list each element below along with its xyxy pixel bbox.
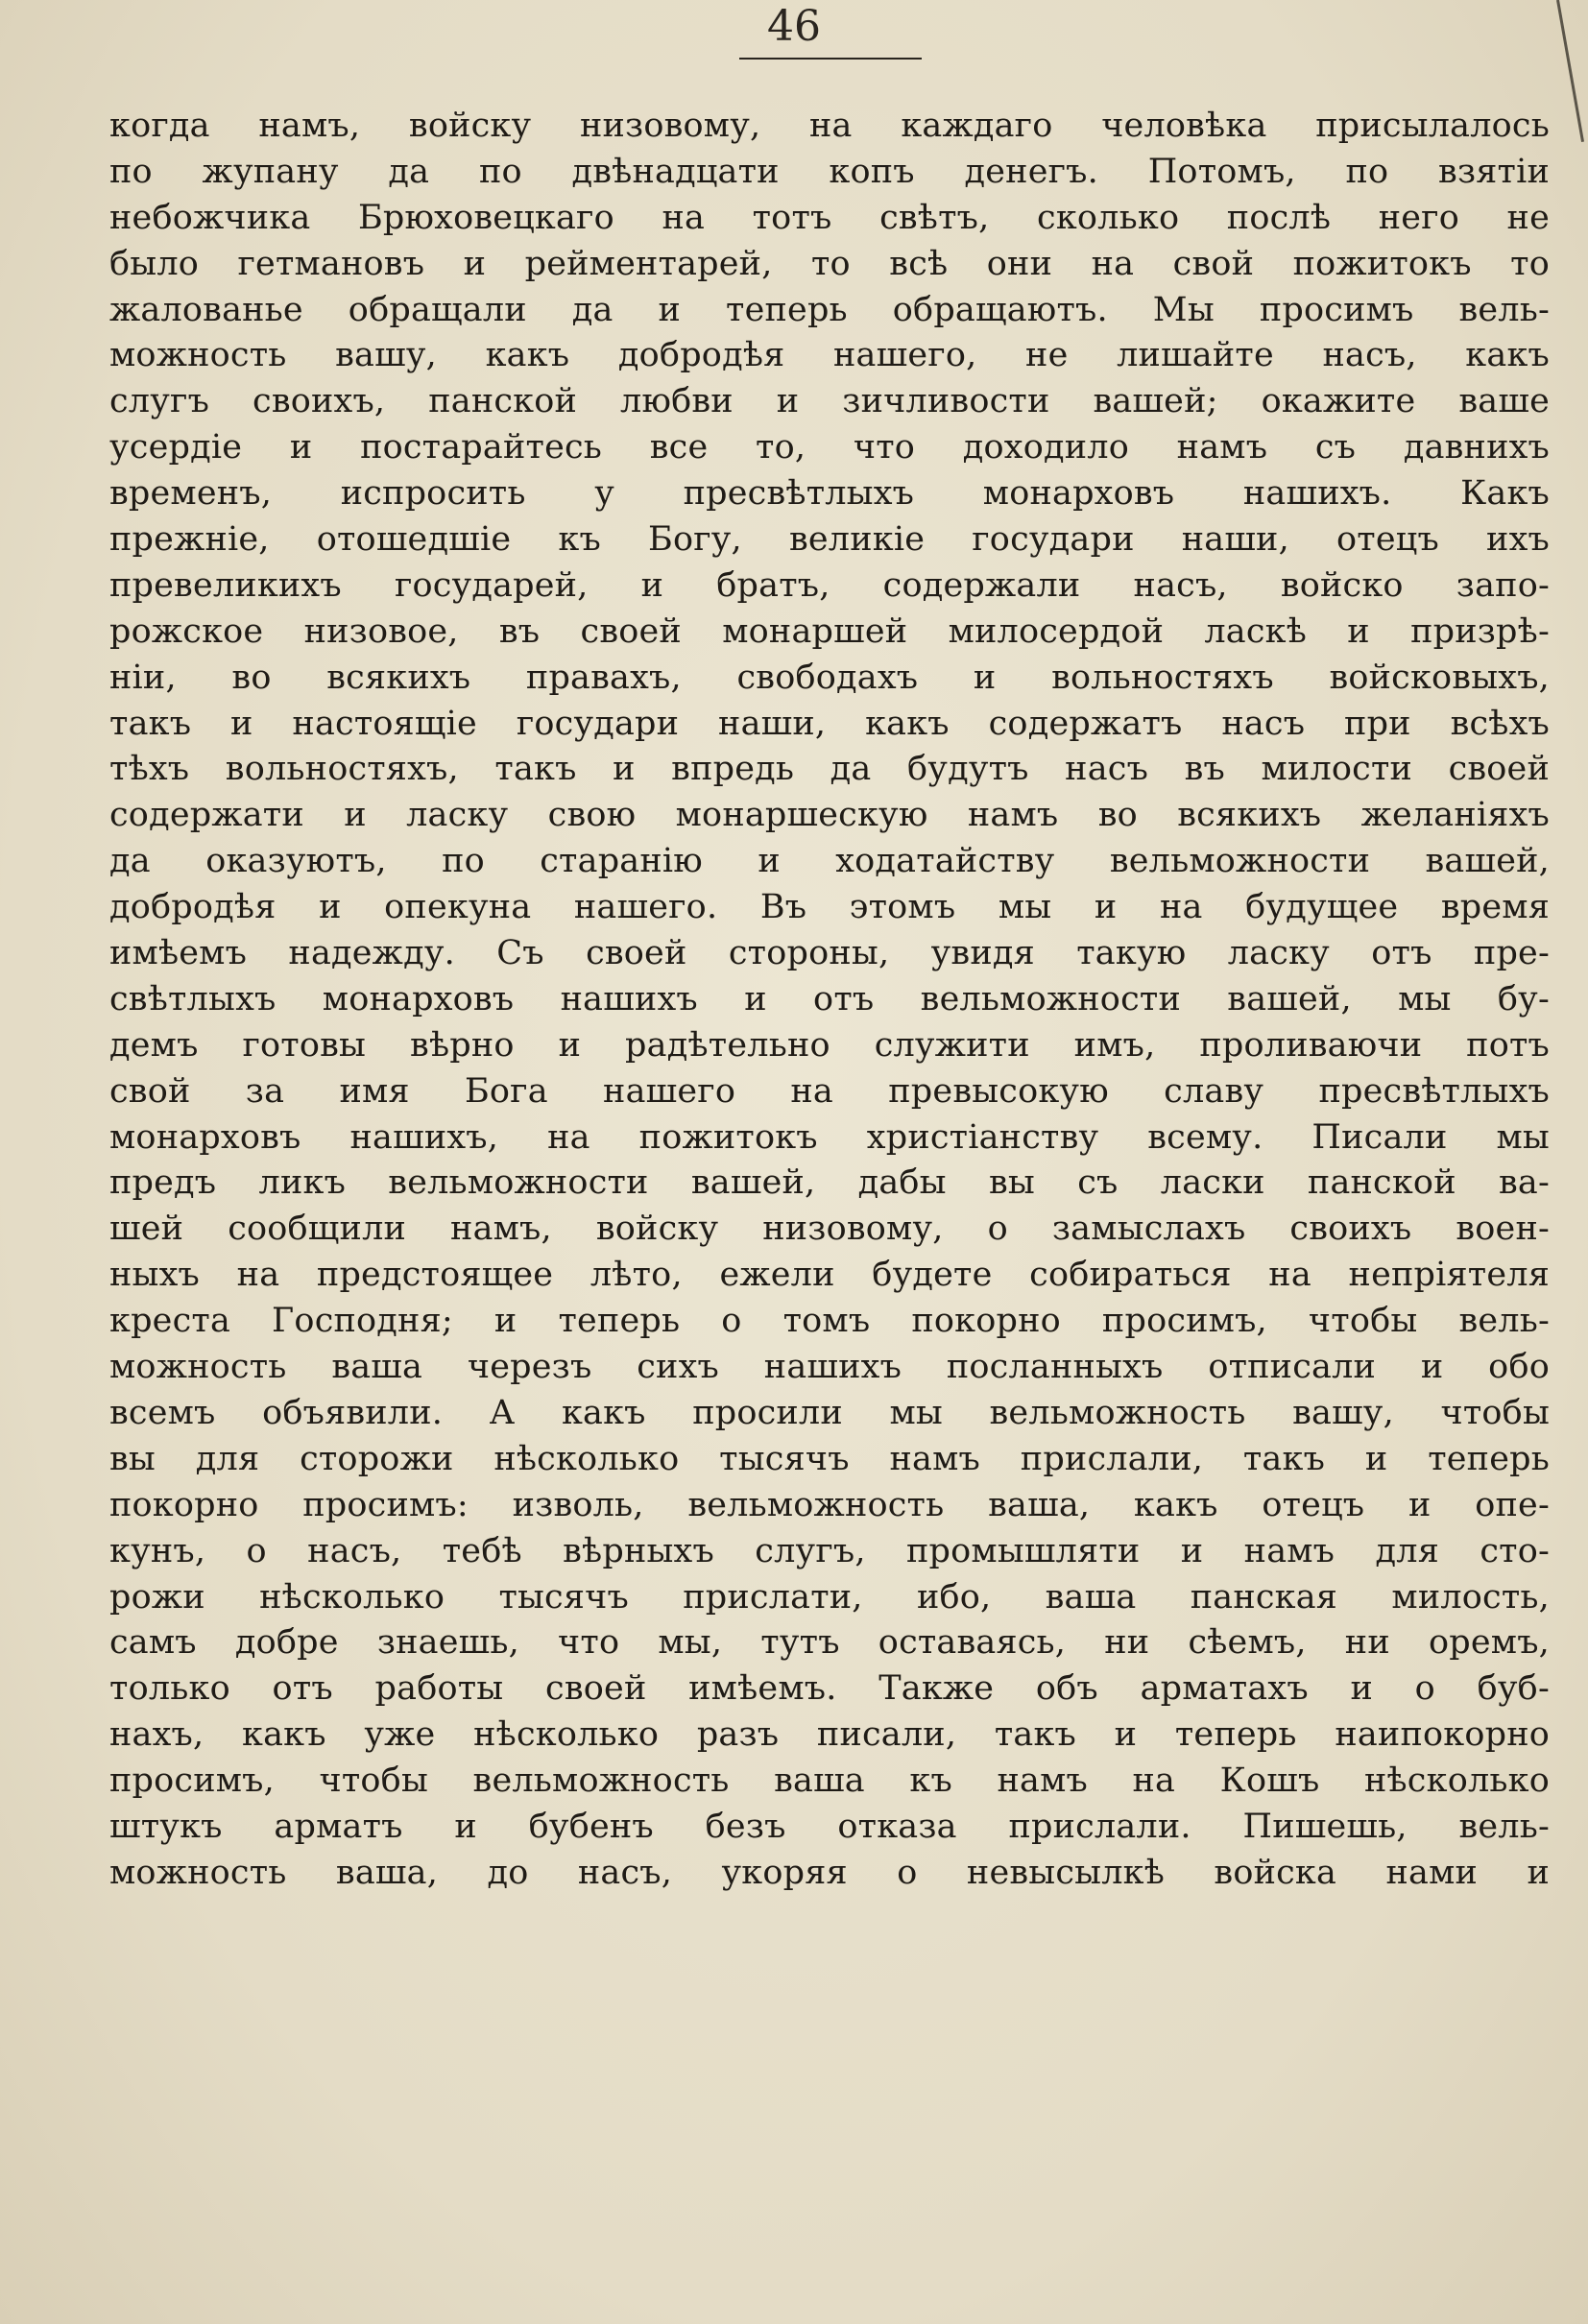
text-line: самъ добре знаешь, что мы, тутъ оставаясь, ни сѣемъ, ни оремъ, bbox=[109, 1623, 1550, 1663]
text-line: превеликихъ государей, и братъ, содержали насъ, войско запо- bbox=[109, 565, 1550, 605]
text-line: только отъ работы своей имѣемъ. Также объ арматахъ и о буб- bbox=[109, 1669, 1550, 1709]
text-line: вы для сторожи нѣсколько тысячъ намъ прислали, такъ и теперь bbox=[109, 1439, 1550, 1478]
text-line: добродѣя и опекуна нашего. Въ этомъ мы и на будущее время bbox=[109, 888, 1550, 927]
text-line: нахъ, какъ уже нѣсколько разъ писали, такъ и теперь наипокорно bbox=[109, 1715, 1550, 1755]
text-line: шей сообщили намъ, войску низовому, о замыслахъ своихъ воен- bbox=[109, 1210, 1550, 1249]
text-line: было гетмановъ и рейментарей, то всѣ они на свой пожитокъ то bbox=[109, 244, 1550, 283]
text-line: всемъ объявили. А какъ просили мы вельможность вашу, чтобы bbox=[109, 1393, 1550, 1432]
text-line: временъ, испросить у пресвѣтлыхъ монарховъ нашихъ. Какъ bbox=[109, 474, 1550, 514]
text-line: предъ ликъ вельможности вашей, дабы вы съ ласки панской ва- bbox=[109, 1163, 1550, 1203]
text-line: по жупану да по двѣнадцати копъ денегъ. Потомъ, по взятіи bbox=[109, 152, 1550, 191]
text-line: небожчика Брюховецкаго на тотъ свѣтъ, сколько послѣ него не bbox=[109, 198, 1550, 237]
text-line: прежніе, отошедшіе къ Богу, великіе государи наши, отецъ ихъ bbox=[109, 520, 1550, 560]
text-line: монарховъ нашихъ, на пожитокъ христіанству всему. Писали мы bbox=[109, 1117, 1550, 1157]
text-line: можность ваша черезъ сихъ нашихъ посланныхъ отписали и обо bbox=[109, 1348, 1550, 1387]
text-line: тѣхъ вольностяхъ, такъ и впредь да будутъ насъ въ милости своей bbox=[109, 750, 1550, 789]
text-line: кунъ, о насъ, тебѣ вѣрныхъ слугъ, промышляти и намъ для сто- bbox=[109, 1531, 1550, 1570]
text-line: жалованье обращали да и теперь обращаютъ. Мы просимъ вель- bbox=[109, 290, 1550, 329]
text-line: можность вашу, какъ добродѣя нашего, не лишайте насъ, какъ bbox=[109, 336, 1550, 375]
text-line: да оказуютъ, по старанію и ходатайству вельможности вашей, bbox=[109, 842, 1550, 881]
text-line: рожи нѣсколько тысячъ прислати, ибо, ваша панская милость, bbox=[109, 1577, 1550, 1617]
page-number: 46 bbox=[767, 2, 821, 51]
text-line: просимъ, чтобы вельможность ваша къ намъ на Кошъ нѣсколько bbox=[109, 1761, 1550, 1801]
text-line: штукъ арматъ и бубенъ безъ отказа прислали. Пишешь, вель- bbox=[109, 1807, 1550, 1846]
text-line: можность ваша, до насъ, укоряя о невысылкѣ войска нами и bbox=[109, 1853, 1550, 1892]
text-line: ніи, во всякихъ правахъ, свободахъ и вольностяхъ войсковыхъ, bbox=[109, 658, 1550, 697]
text-line: свѣтлыхъ монарховъ нашихъ и отъ вельможности вашей, мы бу- bbox=[109, 979, 1550, 1018]
text-line: имѣемъ надежду. Съ своей стороны, увидя такую ласку отъ пре- bbox=[109, 934, 1550, 973]
text-line: креста Господня; и теперь о томъ покорно просимъ, чтобы вель- bbox=[109, 1302, 1550, 1341]
text-line: ныхъ на предстоящее лѣто, ежели будете собираться на непріятеля bbox=[109, 1256, 1550, 1295]
text-line: усердіе и постарайтесь все то, что доходило намъ съ давнихъ bbox=[109, 428, 1550, 467]
text-line: содержати и ласку свою монаршескую намъ во всякихъ желаніяхъ bbox=[109, 796, 1550, 835]
text-line: такъ и настоящіе государи наши, какъ содержатъ насъ при всѣхъ bbox=[109, 704, 1550, 743]
text-line: покорно просимъ: изволь, вельможность ваша, какъ отецъ и опе- bbox=[109, 1485, 1550, 1524]
text-line: слугъ своихъ, панской любви и зичливости вашей; окажите ваше bbox=[109, 382, 1550, 421]
body-text bbox=[109, 104, 1550, 1897]
text-line: свой за имя Бога нашего на превысокую славу пресвѣтлыхъ bbox=[109, 1071, 1550, 1111]
text-line: рожское низовое, въ своей монаршей милосердой ласкѣ и призрѣ- bbox=[109, 611, 1550, 651]
text-line: демъ готовы вѣрно и радѣтельно служити имъ, проливаючи потъ bbox=[109, 1025, 1550, 1065]
header-rule bbox=[739, 58, 922, 60]
text-line: когда намъ, войску низовому, на каждаго человѣка присылалось bbox=[109, 107, 1550, 145]
